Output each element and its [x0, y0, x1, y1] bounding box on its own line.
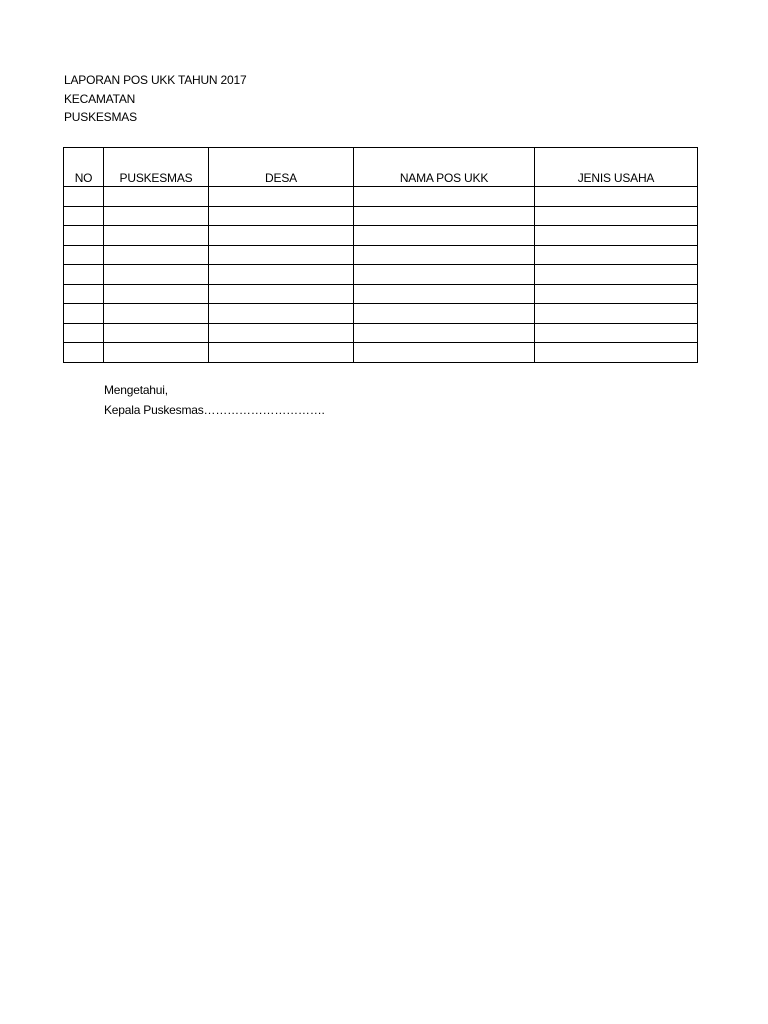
table-cell — [64, 265, 104, 285]
column-header-jenis-usaha: JENIS USAHA — [535, 148, 698, 187]
table-header-row — [64, 148, 698, 187]
report-table — [63, 147, 698, 363]
table-cell — [209, 206, 354, 226]
table-cell — [209, 304, 354, 324]
table-cell — [209, 284, 354, 304]
table-cell — [64, 284, 104, 304]
table-cell — [104, 304, 209, 324]
table-cell — [104, 323, 209, 343]
head-of-puskesmas-line: Kepala Puskesmas…………………………. — [104, 403, 325, 417]
table-cell — [104, 284, 209, 304]
table-cell — [104, 343, 209, 363]
table-cell — [64, 187, 104, 207]
table-cell — [354, 304, 535, 324]
table-row — [64, 265, 698, 285]
table-cell — [354, 206, 535, 226]
acknowledgement-text: Mengetahui, — [104, 383, 168, 397]
column-header-desa: DESA — [209, 148, 354, 187]
table-cell — [354, 265, 535, 285]
table-cell — [535, 304, 698, 324]
table-cell — [104, 245, 209, 265]
table-cell — [209, 265, 354, 285]
column-header-puskesmas: PUSKESMAS — [104, 148, 209, 187]
table-cell — [209, 187, 354, 207]
column-header-no: NO — [64, 148, 104, 187]
table-cell — [64, 206, 104, 226]
table-cell — [535, 187, 698, 207]
table-cell — [354, 343, 535, 363]
puskesmas-label: PUSKESMAS — [64, 110, 137, 124]
table-cell — [354, 226, 535, 246]
table-row — [64, 206, 698, 226]
signature-block — [104, 380, 325, 420]
table-cell — [209, 323, 354, 343]
table-row — [64, 245, 698, 265]
table-cell — [209, 343, 354, 363]
table-cell — [535, 206, 698, 226]
kecamatan-label: KECAMATAN — [64, 91, 136, 106]
table-cell — [64, 245, 104, 265]
table-cell — [535, 265, 698, 285]
table-cell — [535, 226, 698, 246]
table-cell — [535, 245, 698, 265]
table-cell — [104, 206, 209, 226]
table-row — [64, 187, 698, 207]
table-cell — [104, 265, 209, 285]
table-cell — [64, 226, 104, 246]
table-cell — [64, 323, 104, 343]
table-cell — [354, 245, 535, 265]
table-row — [64, 284, 698, 304]
table-row — [64, 226, 698, 246]
table-row — [64, 304, 698, 324]
table-row — [64, 343, 698, 363]
table-cell — [64, 304, 104, 324]
table-cell — [104, 226, 209, 246]
table-row — [64, 323, 698, 343]
table-cell — [104, 187, 209, 207]
table-cell — [209, 245, 354, 265]
table-cell — [209, 226, 354, 246]
table-cell — [354, 187, 535, 207]
table-cell — [535, 284, 698, 304]
table-cell — [354, 323, 535, 343]
report-header — [64, 71, 246, 127]
table-cell — [535, 343, 698, 363]
table-cell — [354, 284, 535, 304]
table-cell — [64, 343, 104, 363]
table-cell — [535, 323, 698, 343]
column-header-nama-pos-ukk: NAMA POS UKK — [354, 148, 535, 187]
report-title: LAPORAN POS UKK TAHUN 2017 — [64, 73, 247, 87]
